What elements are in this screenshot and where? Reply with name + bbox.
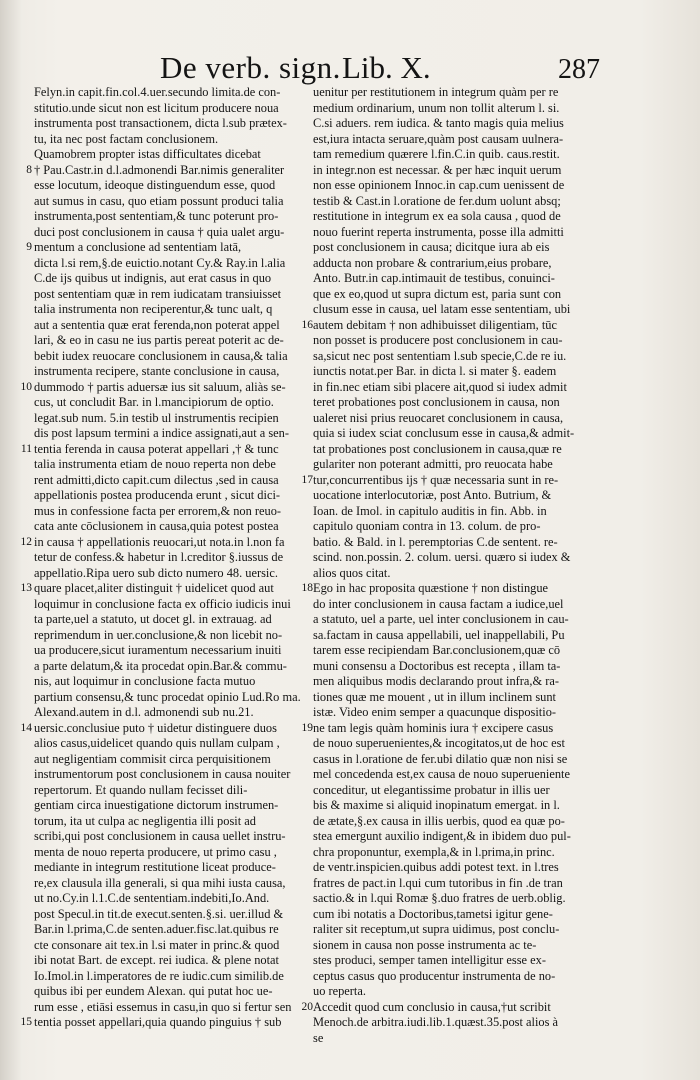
text-line <box>20 1015 304 1031</box>
line-text: reprimendum in uer.conclusione,& non licebit no- <box>34 627 283 642</box>
line-text: teret probationes post conclusionem in causa, non <box>313 395 560 409</box>
line-text: quia si iudex sciat conclusum esse in causa,& admit- <box>313 426 575 440</box>
line-text: cum ibi notatis a Doctoribus,tametsi igitur gene- <box>313 906 553 921</box>
text-line <box>313 752 613 768</box>
text-line <box>301 581 613 597</box>
line-text: autem debitam † non adhibuisset diligentiam, tūc <box>313 317 557 332</box>
line-text: men aliquibus modis declarando prout infra,& ra- <box>313 674 560 688</box>
line-text: alios casus,uidelicet quando quis nullam culpam , <box>34 736 280 750</box>
text-line <box>34 659 304 675</box>
line-text: torum, ita ut culpa ac negligentia illi posit ad <box>34 813 256 828</box>
text-line <box>34 318 304 334</box>
line-text: ceptus casus quo producentur instrumenta de no- <box>313 968 556 983</box>
text-line <box>34 271 304 287</box>
text-line <box>34 550 304 566</box>
text-line <box>313 271 613 287</box>
text-line <box>34 488 304 504</box>
line-text: medium ordinarium, unum non tollit alterum l. si. <box>313 100 560 115</box>
text-line <box>34 132 304 148</box>
text-line <box>313 984 613 1000</box>
line-text: muni consensu a Doctoribus est recepta , illam ta- <box>313 658 561 673</box>
line-text: partium consensu,& tunc procedat opinio Lud.Ro ma. <box>34 689 301 704</box>
line-text: que ex eo,quod ut supra dictum est, paria sunt con <box>313 286 562 301</box>
line-text: capitulo quoniam contra in 13. colum. de pro- <box>313 519 541 533</box>
line-text: adducta non probare & contrarium,eius probare, <box>313 255 552 270</box>
line-text: ne tam legis quàm hominis iura † excipere casus <box>313 720 554 735</box>
margin-number: 16 <box>301 318 313 331</box>
text-line <box>20 441 304 458</box>
text-line <box>34 225 304 241</box>
line-text: aut sumus in casu, quo etiam possunt produci talia <box>34 193 284 208</box>
line-text: repertorum. Et quando nullam fecisset dili- <box>34 782 248 797</box>
line-text: uocatione interlocutoriæ, post Anto. Butrium, & <box>313 488 552 502</box>
text-line <box>313 736 613 752</box>
text-line <box>301 472 613 489</box>
line-text: nis, aut loquimur in conclusione facta mutuo <box>34 674 256 688</box>
text-line <box>34 426 304 442</box>
text-line <box>34 690 304 706</box>
text-line <box>34 643 304 659</box>
line-text: tarem esse recipiendam Bar.conclusionem,quæ cō <box>313 643 561 657</box>
text-line <box>34 969 304 985</box>
line-text: aut a sententia quæ erat ferenda,non poterat appel <box>34 317 280 332</box>
line-text: instrumenta,post sententiam,& tunc poterunt pro- <box>34 209 279 223</box>
line-text: re,ex clausula illa generali, si qua mihi iusta causa, <box>34 875 286 890</box>
text-line <box>34 287 304 303</box>
text-line <box>34 736 304 752</box>
text-line <box>34 752 304 768</box>
text-line <box>313 814 613 830</box>
line-text: post Specul.in tit.de execut.senten.§.si. uer.illud & <box>34 906 284 921</box>
text-line <box>34 783 304 799</box>
line-text: de nouo superuenientes,& incogitatos,ut de hoc est <box>313 736 565 750</box>
text-line <box>34 674 304 690</box>
text-line <box>313 783 613 799</box>
line-text: tur,concurrentibus ijs † quæ necessaria sunt in re- <box>313 472 559 487</box>
line-text: talia instrumenta etiam de nouo reperta non debe <box>34 457 276 471</box>
line-text: esse locutum, ideoque distinguendum esse, quod <box>34 178 276 192</box>
text-line <box>26 240 304 256</box>
text-line <box>313 333 613 349</box>
text-line <box>313 922 613 938</box>
text-line <box>34 597 304 613</box>
text-line <box>34 302 304 318</box>
text-line <box>301 999 613 1016</box>
line-text: Bar.in l.prima,C.de senten.aduer.fisc.lat.quibus re <box>34 922 279 936</box>
margin-number: 19 <box>301 721 313 734</box>
line-text: lari, & eo in casu ne ius partis pereat poterit ac de- <box>34 333 284 347</box>
line-text: legat.sub num. 5.in testib ul instrumentis recipien <box>34 410 279 425</box>
line-text: ibi notat Bart. de except. rei iudica. & plene notat <box>34 953 279 967</box>
text-line <box>313 860 613 876</box>
text-line <box>313 674 613 690</box>
margin-number: 14 <box>20 721 32 734</box>
text-line <box>34 829 304 845</box>
text-line <box>313 938 613 954</box>
text-line <box>313 690 613 706</box>
line-text: stea emergunt auxilio indigent,& in ibidem duo pul- <box>313 829 571 843</box>
line-text: uo reperta. <box>313 984 366 998</box>
text-line <box>34 194 304 210</box>
text-line <box>313 225 613 241</box>
line-text: do inter conclusionem in causa factam a iudice,uel <box>313 596 564 611</box>
text-line <box>313 969 613 985</box>
text-line <box>313 411 613 427</box>
line-text: clusum esse in causa, uel latam esse sententiam, ubi <box>313 302 571 316</box>
line-text: post sententiam quæ in rem iudicatam transiuisset <box>34 286 282 301</box>
text-line <box>34 612 304 628</box>
line-text: appellationis postea producenda erunt , sicut dici- <box>34 488 281 502</box>
text-line <box>34 566 304 582</box>
line-text: stitutio.unde sicut non est licitum producere noua <box>34 100 279 115</box>
text-line <box>313 550 613 566</box>
line-text: iunctis notat.per Bar. in dicta l. si mater §. eadem <box>313 364 557 378</box>
text-line <box>313 829 613 845</box>
text-line <box>313 488 613 504</box>
line-text: bis & maxime si aliquid inopinatum emergat. in l. <box>313 798 560 812</box>
line-text: tetur de confess.& habetur in l.creditor §.iussus de <box>34 550 284 564</box>
text-line <box>34 876 304 892</box>
line-text: mediante in integrum restitutione liceat produce- <box>34 860 276 874</box>
line-text: casus in l.oratione de fer.ubi dilatio quæ non nisi se <box>313 751 568 766</box>
text-line <box>313 798 613 814</box>
text-line <box>313 240 613 256</box>
text-line <box>20 534 304 551</box>
left-column <box>20 85 304 1031</box>
line-text: in fin.nec etiam sibi placere ait,quod si iudex admit <box>313 379 567 394</box>
text-line <box>313 256 613 272</box>
text-line <box>313 628 613 644</box>
text-line <box>313 1031 613 1047</box>
line-text: C.si aduers. rem iudica. & tanto magis quia melius <box>313 116 564 130</box>
line-text: nouo fuerint reperta instrumenta, posse illa admitti <box>313 224 564 239</box>
text-line <box>34 767 304 783</box>
line-text: fratres de pact.in l.qui cum tutoribus in fin .de tran <box>313 875 563 890</box>
line-text: testib & Cast.in l.oratione de fer.dum uolunt absq; <box>313 193 561 208</box>
line-text: Io.Imol.in l.imperatores de re iudic.cum similib.de <box>34 968 284 983</box>
line-text: quare placet,aliter distinguit † uidelicet quod aut <box>34 581 274 595</box>
text-line <box>313 457 613 473</box>
text-line <box>313 907 613 923</box>
line-text: in causa † appellationis reuocari,ut nota.in l.non fa <box>34 534 285 549</box>
text-line <box>313 1015 613 1031</box>
line-text: rum esse , etiāsi essemus in casu,in quo si fertur sen <box>34 999 292 1014</box>
text-line <box>313 364 613 380</box>
line-text: non esse opinionem Innoc.in cap.cum uenissent de <box>313 178 565 192</box>
text-line <box>34 333 304 349</box>
margin-number: 17 <box>301 473 313 486</box>
line-text: mus in confessione facta per errorem,& non reuo- <box>34 503 282 518</box>
text-line <box>313 442 613 458</box>
text-line <box>34 953 304 969</box>
text-line <box>313 132 613 148</box>
text-line <box>34 1000 304 1016</box>
text-line <box>34 798 304 814</box>
text-line <box>34 845 304 861</box>
text-line <box>34 256 304 272</box>
line-text: tentia ferenda in causa poterat appellari ,† & tunc <box>34 441 279 456</box>
text-line <box>34 705 304 721</box>
text-line <box>313 163 613 179</box>
margin-number: 18 <box>301 582 313 594</box>
line-text: ut no.Cy.in l.1.C.de sententiam.indebiti,Io.And. <box>34 891 270 905</box>
line-text: Ioan. de Imol. in capitulo auditis in fin. Abb. in <box>313 503 547 518</box>
text-line <box>20 581 304 597</box>
line-text: sa,sicut nec post sententiam l.sub specie,C.de re iu. <box>313 348 567 363</box>
text-line <box>313 209 613 225</box>
text-line <box>34 209 304 225</box>
line-text: tiones quæ me mouent , ut in illum inclinem sunt <box>313 689 556 704</box>
text-line <box>313 953 613 969</box>
line-text: stes produci, semper tamen intelligitur esse ex- <box>313 953 546 967</box>
line-text: conceditur, ut elegantissime probatur in illis uer <box>313 782 550 797</box>
line-text: aut negligentiam commisit circa perquisitionem <box>34 751 271 766</box>
line-text: dis post lapsum termini a indice assignati,aut a sen- <box>34 426 289 440</box>
text-line <box>313 767 613 783</box>
line-text: loquimur in conclusione facta ex officio iudicis inui <box>34 596 291 611</box>
text-line <box>313 101 613 117</box>
text-line <box>34 116 304 132</box>
text-line <box>313 178 613 194</box>
margin-number: 12 <box>20 535 32 548</box>
line-text: tentia posset appellari,quia quando pinguius † sub <box>34 1015 282 1029</box>
text-line <box>313 519 613 535</box>
text-line <box>313 85 613 101</box>
text-line <box>34 178 304 194</box>
text-line <box>313 535 613 551</box>
right-column <box>301 85 613 1046</box>
line-text: Menoch.de arbitra.iudi.lib.1.quæst.35.post alios à <box>313 1015 559 1029</box>
text-line <box>34 922 304 938</box>
text-line <box>313 566 613 582</box>
text-line <box>301 317 613 334</box>
line-text: sa.factam in causa appellabili, uel inappellabili, Pu <box>313 627 565 642</box>
line-text: de ventr.inspicien.quibus addi potest text. in l.tres <box>313 860 559 874</box>
line-text: batio. & Bald. in l. peremptorias C.de sentent. re- <box>313 534 558 549</box>
line-text: Accedit quod cum conclusio in causa,†ut scribit <box>313 999 551 1014</box>
line-text: chra proponuntur, exempla,& in l.prima,in princ. <box>313 844 555 859</box>
text-line <box>34 891 304 907</box>
text-line <box>313 612 613 628</box>
line-text: cata ante cōclusionem in causa,quia potest postea <box>34 519 279 533</box>
line-text: instrumenta recipere, stante conclusione in causa, <box>34 364 280 378</box>
text-line <box>313 395 613 411</box>
text-line <box>34 814 304 830</box>
text-line <box>313 659 613 675</box>
line-text: † Pau.Castr.in d.l.admonendi Bar.nimis generaliter <box>34 162 285 177</box>
text-line <box>313 147 613 163</box>
text-line <box>313 349 613 365</box>
line-text: ta parte,uel a statuto, ut docet gl. in extrauag. ad <box>34 612 272 626</box>
text-line <box>313 194 613 210</box>
text-line <box>34 147 304 163</box>
margin-number: 20 <box>301 1000 313 1013</box>
book-label: Lib. X. <box>342 50 431 85</box>
margin-number: 8 <box>26 163 32 176</box>
text-line <box>313 380 613 396</box>
line-text: sactio.& in l.qui Romæ §.duo fratres de uerb.oblig. <box>313 891 566 905</box>
line-text: Quamobrem propter istas difficultates dicebat <box>34 147 261 161</box>
line-text: tat probationes post conclusionem in causa,quæ re <box>313 441 562 456</box>
line-text: alios quos citat. <box>313 565 391 580</box>
text-line <box>34 395 304 411</box>
line-text: dummodo † partis aduersæ ius sit saluum, aliàs se- <box>34 379 286 394</box>
line-text: uersic.conclusiue puto † uidetur distinguere duos <box>34 720 277 735</box>
text-line <box>313 116 613 132</box>
text-line <box>34 457 304 473</box>
text-line <box>313 302 613 318</box>
line-text: mel concedenda est,ex causa de nouo superueniente <box>313 767 570 781</box>
line-text: Ego in hac proposita quæstione † non distingue <box>313 581 549 595</box>
text-line <box>34 984 304 1000</box>
line-text: mentum a conclusione ad sententiam latā, <box>34 240 242 254</box>
line-text: tu, ita nec post factam conclusionem. <box>34 131 219 146</box>
text-line <box>34 349 304 365</box>
text-line <box>34 411 304 427</box>
margin-number: 10 <box>20 380 32 393</box>
margin-number: 9 <box>26 241 32 253</box>
line-text: raliter sit receptum,ut supra uidimus, post conclu- <box>313 922 560 936</box>
line-text: cus, ut concludit Bar. in l.mancipiorum de optio. <box>34 395 274 409</box>
text-line <box>20 720 304 737</box>
text-line <box>34 504 304 520</box>
margin-number: 15 <box>20 1016 32 1028</box>
line-text: menta de nouo reperta producere, ut primo casu , <box>34 844 277 859</box>
text-line <box>34 101 304 117</box>
text-line <box>34 473 304 489</box>
text-line <box>26 162 304 179</box>
text-line <box>313 504 613 520</box>
line-text: in integr.non est necessar. & per hæc inquit uerum <box>313 162 562 177</box>
line-text: C.de ijs quibus ut indignis, aut erat casus in quo <box>34 271 272 285</box>
line-text: gentiam circa inuestigatione dictorum instrumen- <box>34 798 279 812</box>
line-text: post conclusionem in causa; dicitque iura ab eis <box>313 240 550 254</box>
line-text: de ætate,§.ex causa in illis uerbis, quod ea quæ po- <box>313 813 565 828</box>
line-text: scribi,qui post conclusionem in causa uellet instru- <box>34 829 286 843</box>
text-line <box>313 876 613 892</box>
line-text: ualeret nisi prius reuocaret conclusionem in causa, <box>313 410 564 425</box>
text-line <box>34 628 304 644</box>
text-line <box>313 426 613 442</box>
line-text: instrumentorum post conclusionem in causa nouiter <box>34 767 291 781</box>
line-text: istæ. Video enim semper a quacunque dispositio- <box>313 705 557 719</box>
line-text: non posset is producere post conclusionem in cau- <box>313 333 563 347</box>
text-line <box>20 379 304 396</box>
text-line <box>313 705 613 721</box>
running-title: De verb. sign. <box>160 50 341 85</box>
line-text: scind. non.possin. 2. colum. uersi. quæro si iudex & <box>313 550 571 564</box>
line-text: a parte delatum,& ita procedat opin.Bar.& commu- <box>34 658 287 673</box>
text-line <box>301 720 613 737</box>
text-line <box>313 891 613 907</box>
line-text: bebit iudex reuocare conclusionem in causa,& talia <box>34 348 288 363</box>
line-text: a statuto, uel a parte, uel inter conclusionem in cau- <box>313 612 569 626</box>
line-text: cte consonare ait tex.in l.si mater in princ.& quod <box>34 937 280 952</box>
line-text: se <box>313 1030 324 1045</box>
line-text: instrumenta post transactionem, dicta l.sub prætex- <box>34 116 287 130</box>
line-text: gulariter non poterant admitti, pro reuocata habe <box>313 457 553 471</box>
margin-number: 11 <box>20 442 32 455</box>
line-text: dicta l.si rem,§.de euictio.notant Cy.& Ray.in l.alia <box>34 255 286 270</box>
line-text: sionem in causa non posse instrumenta ac te- <box>313 937 537 952</box>
text-line <box>34 907 304 923</box>
line-text: talia instrumenta non reciperentur,& tunc ualt, q <box>34 302 273 316</box>
text-line <box>313 643 613 659</box>
line-text: tam remedium quærere l.fin.C.in quib. caus.restit. <box>313 147 560 161</box>
text-line <box>34 519 304 535</box>
text-line <box>313 597 613 613</box>
text-line <box>313 287 613 303</box>
text-line <box>34 364 304 380</box>
line-text: quibus ibi per eundem Alexan. qui putat hoc ue- <box>34 984 273 998</box>
line-text: duci post conclusionem in causa † quia ualet argu- <box>34 224 285 239</box>
line-text: appellatio.Ripa uero sub dicto numero 48. uersic. <box>34 565 278 580</box>
line-text: Anto. Butr.in cap.intimauit de testibus, conuinci- <box>313 271 555 285</box>
line-text: restitutione in integrum ex ea sola causa , quod de <box>313 209 561 223</box>
line-text: Felyn.in capit.fin.col.4.uer.secundo limita.de con- <box>34 85 281 99</box>
page-number: 287 <box>558 54 600 85</box>
text-line <box>313 845 613 861</box>
margin-number: 13 <box>20 582 32 594</box>
text-line <box>34 860 304 876</box>
text-line <box>34 85 304 101</box>
line-text: Alexand.autem in d.l. admonendi sub nu.21. <box>34 705 254 719</box>
line-text: est,iura intacta seruare,quàm post causam uulnera- <box>313 131 564 146</box>
line-text: ua producere,sicut iuramentum necessarium inuiti <box>34 643 282 657</box>
line-text: uenitur per restitutionem in integrum quàm per re <box>313 85 559 99</box>
text-line <box>34 938 304 954</box>
line-text: rent admitti,dicto capit.cum dilectus ,sed in causa <box>34 472 279 487</box>
